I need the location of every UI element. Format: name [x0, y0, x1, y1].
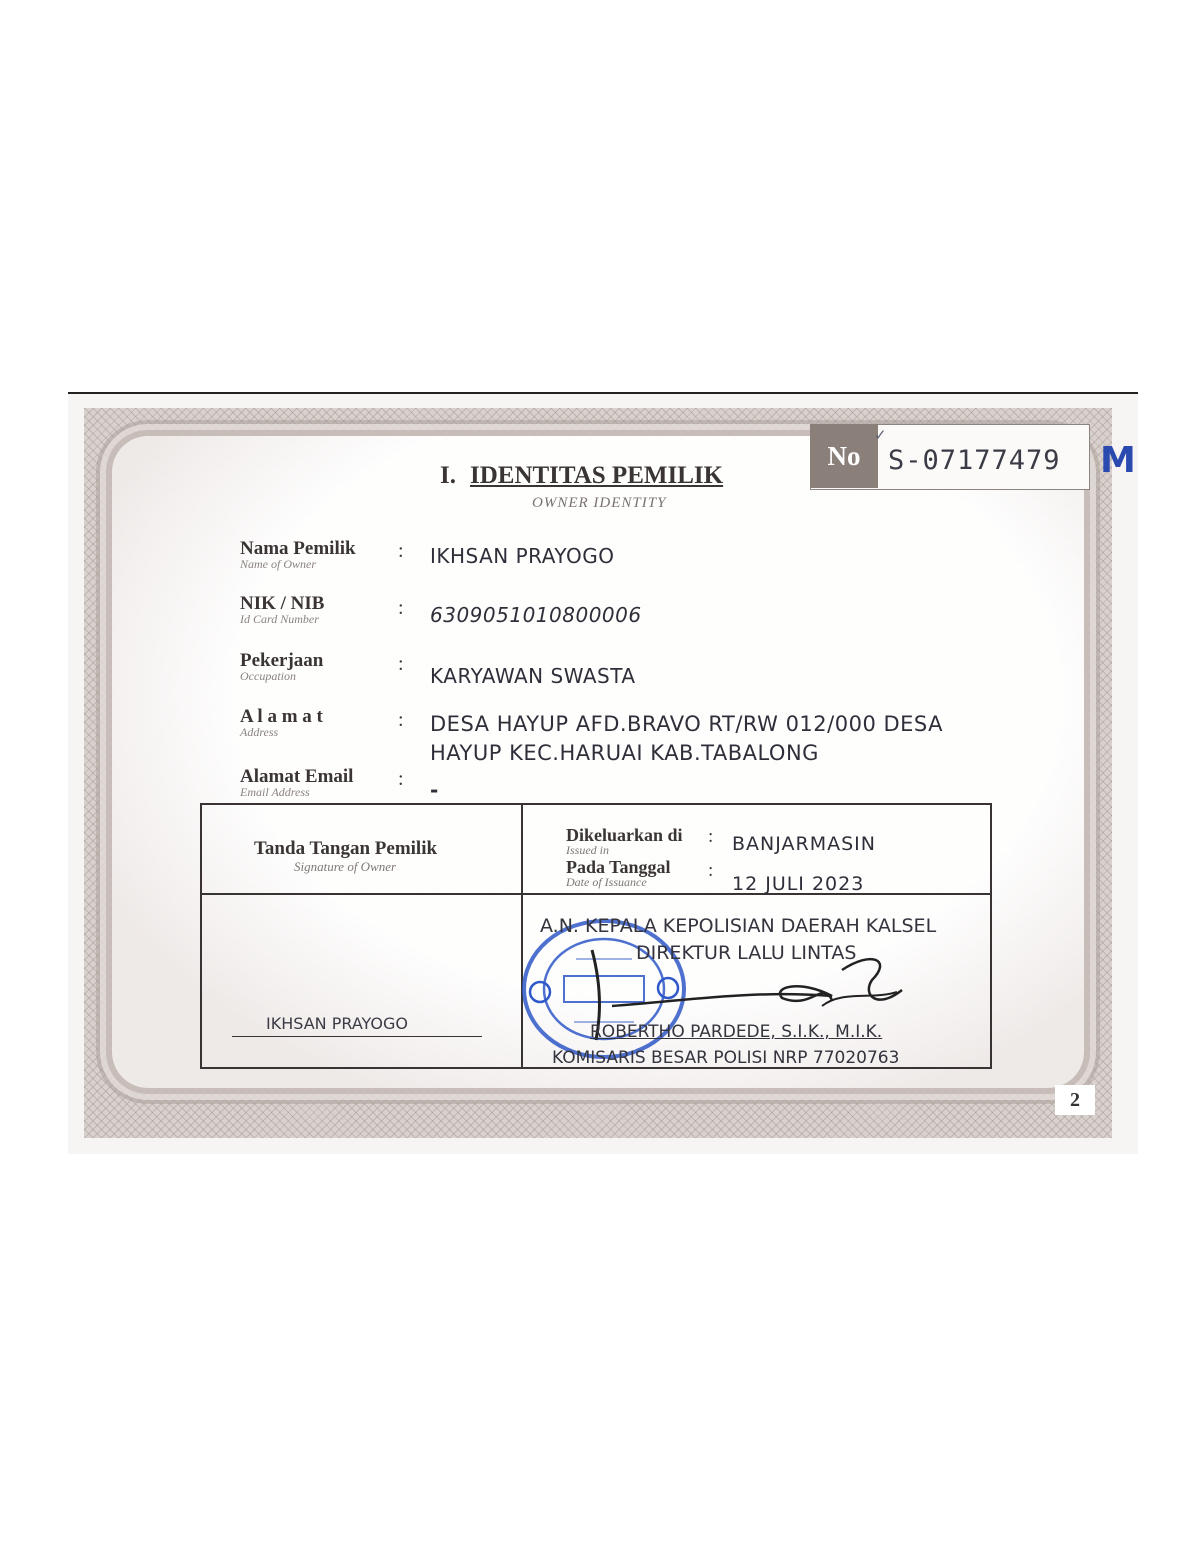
issue-date-value: 12 JULI 2023: [732, 873, 865, 895]
serial-number-label: No: [810, 424, 878, 488]
colon: :: [398, 540, 404, 562]
address-sublabel: Address: [240, 725, 279, 739]
owner-signature-label: Tanda Tangan Pemilik: [254, 838, 438, 859]
issue-date-label: Pada Tanggal: [566, 857, 671, 877]
page-number: 2: [1055, 1085, 1095, 1115]
colon: :: [398, 768, 404, 790]
issued-in-sublabel: Issued in: [566, 843, 609, 857]
occupation-label: Pekerjaan: [240, 650, 324, 671]
owner-signature-sublabel: Signature of Owner: [294, 859, 397, 874]
address-value-line1: DESA HAYUP AFD.BRAVO RT/RW 012/000 DESA: [430, 712, 944, 736]
address-value-line2: HAYUP KEC.HARUAI KAB.TABALONG: [430, 741, 819, 765]
occupation-value: KARYAWAN SWASTA: [430, 664, 636, 688]
owner-name-value: IKHSAN PRAYOGO: [430, 544, 615, 568]
owner-signature-name: IKHSAN PRAYOGO: [266, 1014, 408, 1033]
occupation-sublabel: Occupation: [240, 669, 296, 683]
section-title: [440, 462, 723, 490]
id-number-label: NIK / NIB: [240, 593, 325, 614]
email-sublabel: Email Address: [240, 785, 310, 799]
issue-date-sublabel: Date of Issuance: [566, 875, 647, 889]
signature-line: [232, 1036, 482, 1037]
colon: :: [398, 709, 404, 731]
issued-in-value: BANJARMASIN: [732, 833, 876, 855]
address-label: A l a m a t: [240, 706, 323, 727]
email-value: -: [430, 778, 439, 802]
table-divider: [202, 893, 990, 895]
owner-name-label: Nama Pemilik: [240, 538, 356, 559]
official-rank: KOMISARIS BESAR POLISI NRP 77020763: [552, 1048, 900, 1068]
issued-in-label: Dikeluarkan di: [566, 825, 683, 845]
owner-name-sublabel: Name of Owner: [240, 557, 316, 571]
official-name: ROBERTHO PARDEDE, S.I.K., M.I.K.: [590, 1022, 883, 1042]
id-number-value: 6309051010800006: [430, 603, 642, 627]
section-title-text: IDENTITAS PEMILIK: [469, 462, 724, 489]
colon: :: [398, 597, 404, 619]
section-subtitle: OWNER IDENTITY: [532, 495, 667, 511]
serial-number-value: S-07177479: [888, 445, 1061, 476]
margin-mark: M: [1100, 440, 1136, 481]
colon: :: [708, 860, 714, 881]
section-numeral: I.: [440, 462, 456, 489]
official-line1: A.N. KEPALA KEPOLISIAN DAERAH KALSEL: [540, 915, 937, 937]
colon: :: [708, 826, 714, 847]
check-mark-icon: ✓: [874, 426, 887, 444]
email-label: Alamat Email: [240, 766, 354, 787]
colon: :: [398, 653, 404, 675]
official-line2: DIREKTUR LALU LINTAS: [636, 942, 857, 964]
id-number-sublabel: Id Card Number: [240, 612, 319, 626]
